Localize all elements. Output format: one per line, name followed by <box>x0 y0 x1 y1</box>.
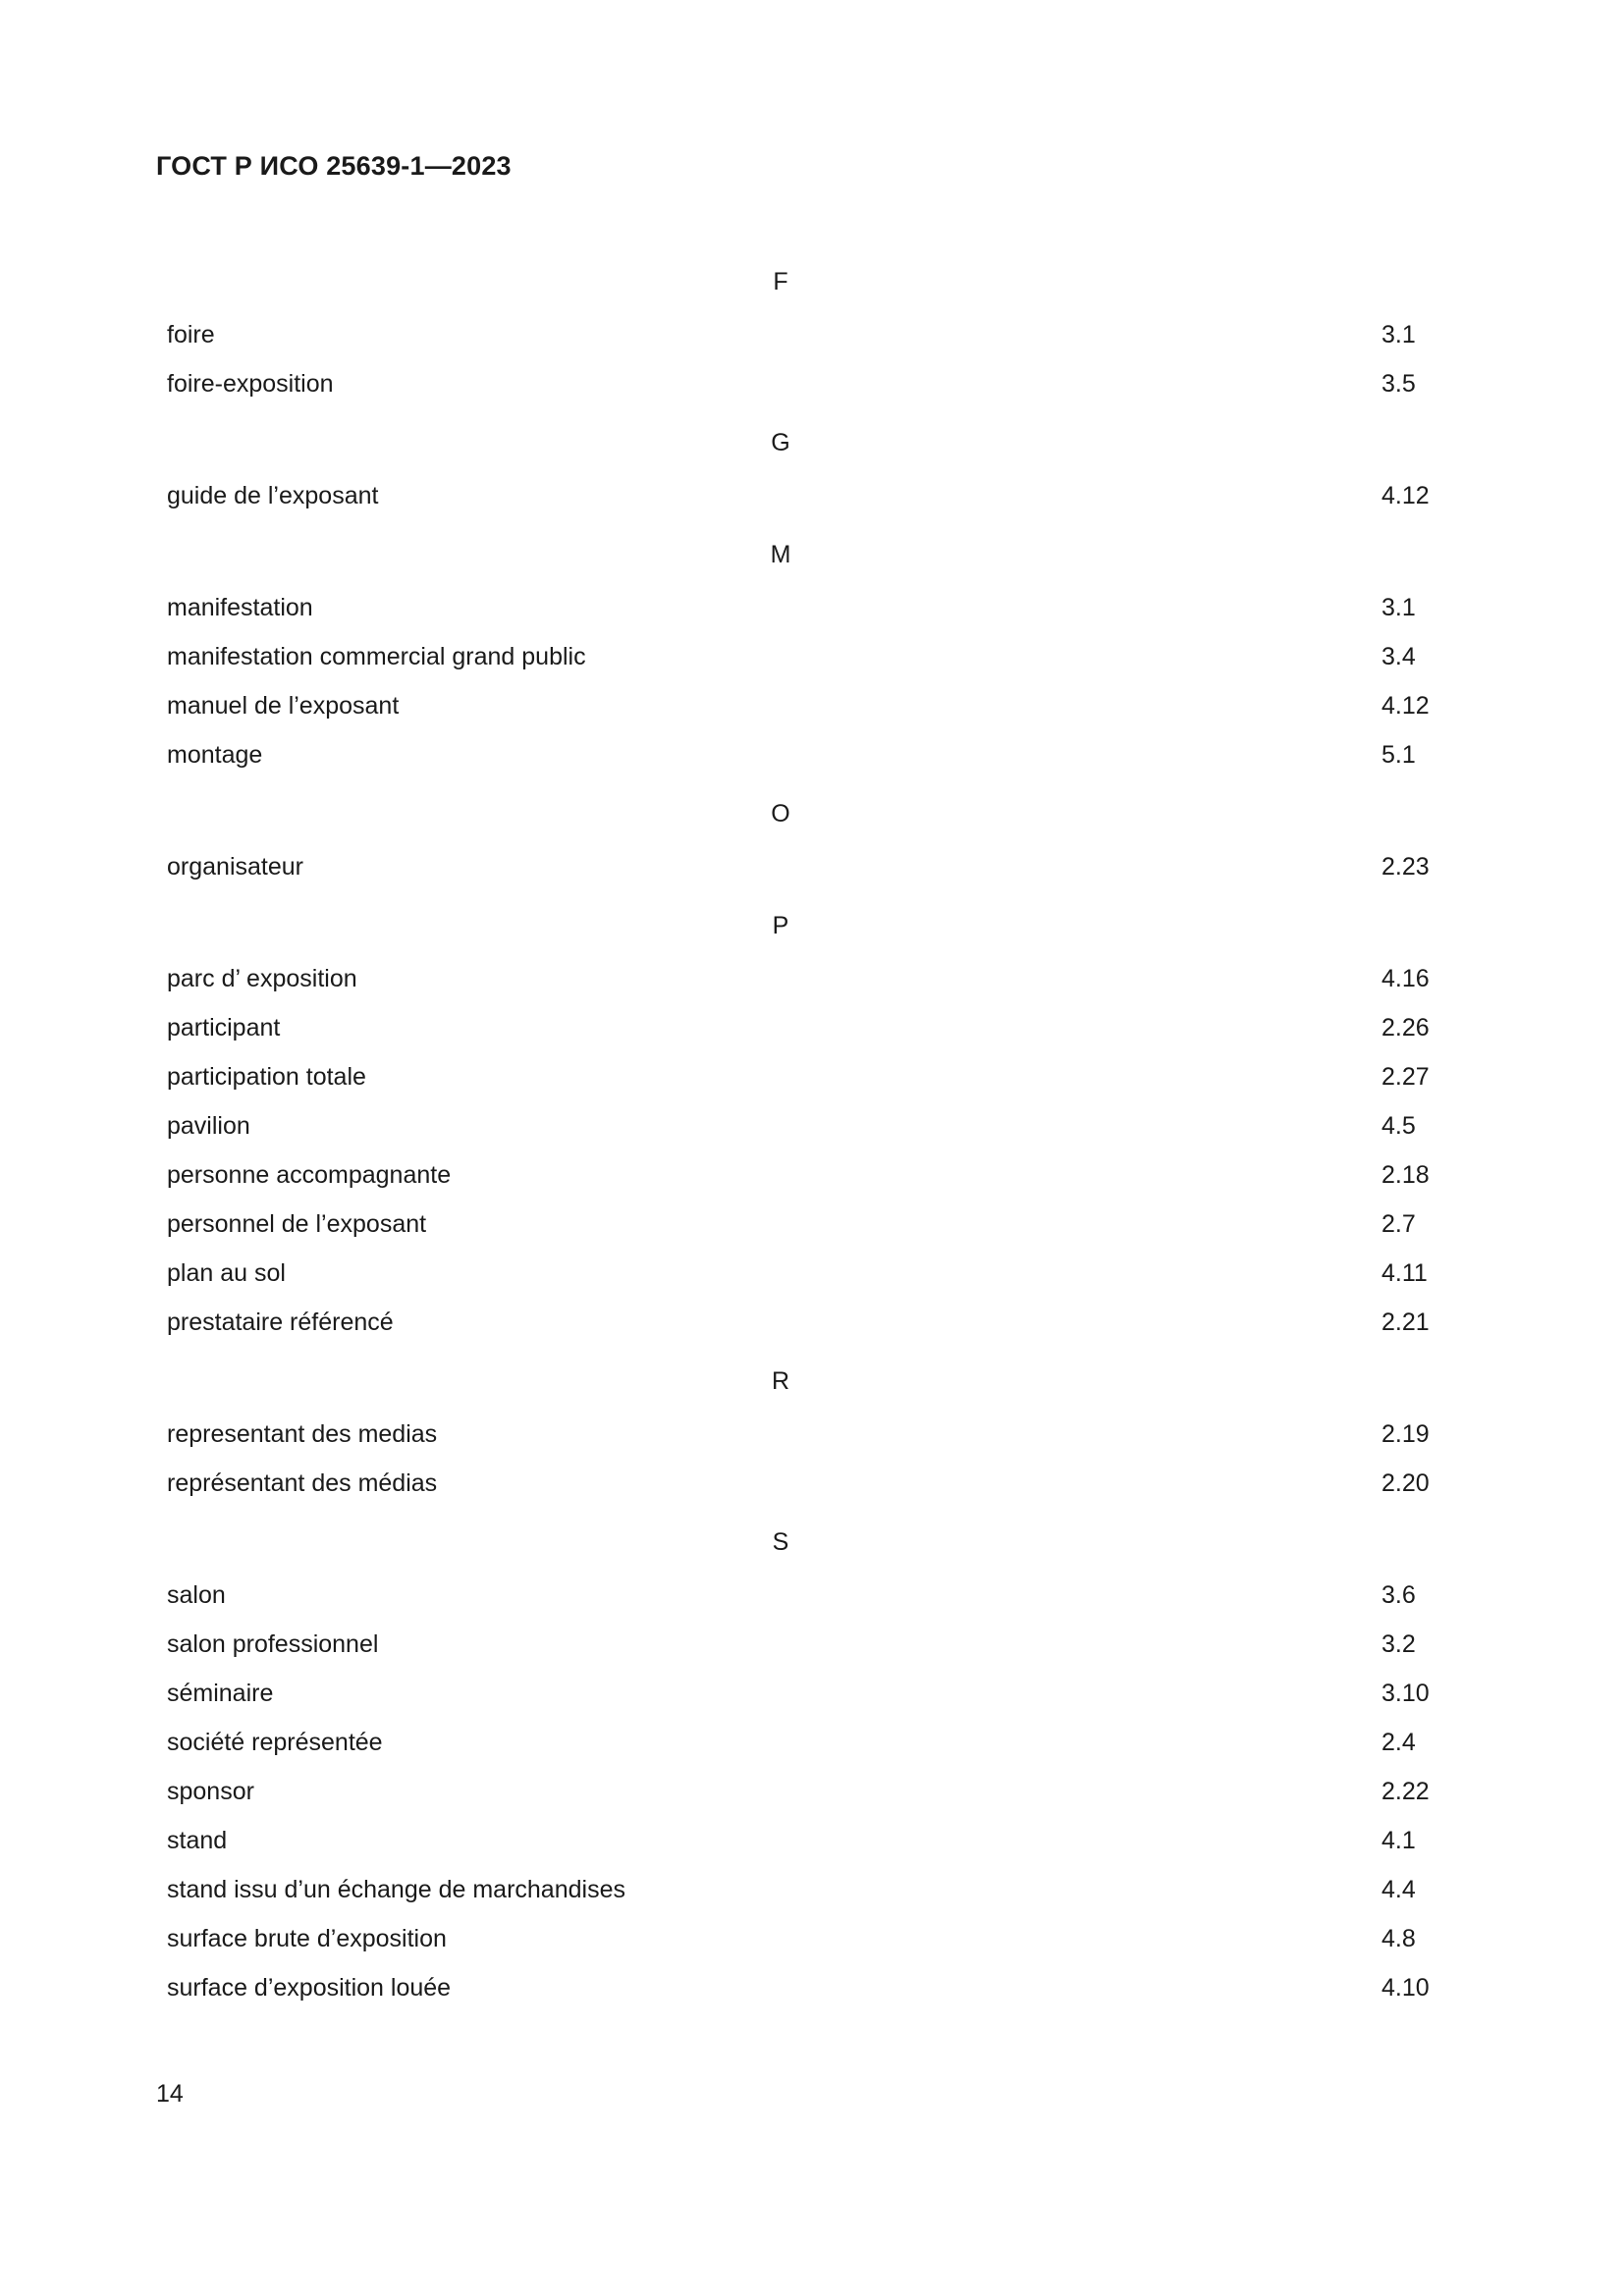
index-entry <box>167 1052 1434 1101</box>
index-reference-number: 4.4 <box>1381 1876 1416 1903</box>
index-reference-number: 5.1 <box>1381 741 1416 769</box>
index-entry <box>167 1249 1434 1298</box>
index-term: representant des medias <box>167 1420 438 1448</box>
index-reference-number: 3.6 <box>1381 1581 1416 1609</box>
index-reference-number: 2.7 <box>1381 1210 1416 1238</box>
index-letter-heading: M <box>770 541 791 568</box>
index-entry <box>167 842 1434 891</box>
index-reference-number: 3.4 <box>1381 643 1416 670</box>
index-entry <box>167 1767 1434 1816</box>
document-header: ГОСТ Р ИСО 25639-1—2023 <box>156 151 512 181</box>
index-term: représentant des médias <box>167 1469 438 1497</box>
index-letter-heading: F <box>773 268 788 295</box>
index-entry <box>167 1963 1434 2012</box>
index-term: société représentée <box>167 1729 383 1756</box>
index-term: foire <box>167 321 215 348</box>
index-entry <box>167 1150 1434 1200</box>
index-term: montage <box>167 741 263 769</box>
index-entry <box>167 954 1434 1003</box>
index-term: manifestation commercial grand public <box>167 643 586 670</box>
index-reference-number: 3.2 <box>1381 1630 1416 1658</box>
index-reference-number: 4.11 <box>1381 1259 1428 1287</box>
index-term: prestataire référencé <box>167 1308 394 1336</box>
index-entry <box>167 1914 1434 1963</box>
index-entry <box>167 1718 1434 1767</box>
index-term: plan au sol <box>167 1259 286 1287</box>
index-entry <box>167 1620 1434 1669</box>
index-reference-number: 4.12 <box>1381 482 1430 509</box>
index-reference-number: 4.12 <box>1381 692 1430 720</box>
index-reference-number: 2.18 <box>1381 1161 1430 1189</box>
index-entry <box>167 471 1434 520</box>
index-term: personne accompagnante <box>167 1161 452 1189</box>
index-entry <box>167 1298 1434 1347</box>
index-term: foire-exposition <box>167 370 334 398</box>
index-entry <box>167 681 1434 730</box>
index-term: sponsor <box>167 1778 254 1805</box>
index-term: salon professionnel <box>167 1630 379 1658</box>
index-term: séminaire <box>167 1680 274 1707</box>
index-entry <box>167 632 1434 681</box>
index-reference-number: 2.4 <box>1381 1729 1416 1756</box>
index-term: manifestation <box>167 594 313 621</box>
index-term: guide de l’exposant <box>167 482 379 509</box>
term-index <box>167 253 1434 2012</box>
index-term: pavilion <box>167 1112 250 1140</box>
index-entry <box>167 1200 1434 1249</box>
index-reference-number: 2.26 <box>1381 1014 1430 1041</box>
index-reference-number: 2.20 <box>1381 1469 1430 1497</box>
index-term: salon <box>167 1581 226 1609</box>
index-entry <box>167 310 1434 359</box>
index-reference-number: 4.16 <box>1381 965 1430 992</box>
index-reference-number: 2.27 <box>1381 1063 1430 1091</box>
index-term: surface d’exposition louée <box>167 1974 452 2002</box>
index-term: participant <box>167 1014 281 1041</box>
index-entry <box>167 1003 1434 1052</box>
index-reference-number: 2.19 <box>1381 1420 1430 1448</box>
index-letter-heading: P <box>772 912 789 939</box>
index-entry <box>167 1459 1434 1508</box>
index-term: stand issu d’un échange de marchandises <box>167 1876 625 1903</box>
index-entry <box>167 1571 1434 1620</box>
index-entry <box>167 1865 1434 1914</box>
index-entry <box>167 1669 1434 1718</box>
index-entry <box>167 1816 1434 1865</box>
index-reference-number: 4.1 <box>1381 1827 1416 1854</box>
index-reference-number: 3.5 <box>1381 370 1416 398</box>
index-term: parc d’ exposition <box>167 965 357 992</box>
index-reference-number: 2.22 <box>1381 1778 1430 1805</box>
index-reference-number: 4.5 <box>1381 1112 1416 1140</box>
index-entry <box>167 730 1434 779</box>
index-term: stand <box>167 1827 228 1854</box>
index-reference-number: 4.8 <box>1381 1925 1416 1952</box>
index-letter-heading: R <box>771 1367 790 1395</box>
index-term: participation totale <box>167 1063 366 1091</box>
index-entry <box>167 359 1434 408</box>
index-term: organisateur <box>167 853 303 881</box>
index-reference-number: 2.23 <box>1381 853 1430 881</box>
index-reference-number: 3.1 <box>1381 321 1416 348</box>
index-reference-number: 2.21 <box>1381 1308 1430 1336</box>
index-term: manuel de l’exposant <box>167 692 400 720</box>
index-entry <box>167 583 1434 632</box>
index-letter-heading: G <box>771 429 790 456</box>
index-letter-heading: S <box>772 1528 789 1556</box>
index-reference-number: 3.10 <box>1381 1680 1430 1707</box>
index-reference-number: 3.1 <box>1381 594 1416 621</box>
index-entry <box>167 1410 1434 1459</box>
index-entry <box>167 1101 1434 1150</box>
index-term: personnel de l’exposant <box>167 1210 427 1238</box>
index-term: surface brute d’exposition <box>167 1925 447 1952</box>
index-letter-heading: O <box>771 800 790 828</box>
page-number: 14 <box>156 2080 184 2108</box>
index-reference-number: 4.10 <box>1381 1974 1430 2002</box>
